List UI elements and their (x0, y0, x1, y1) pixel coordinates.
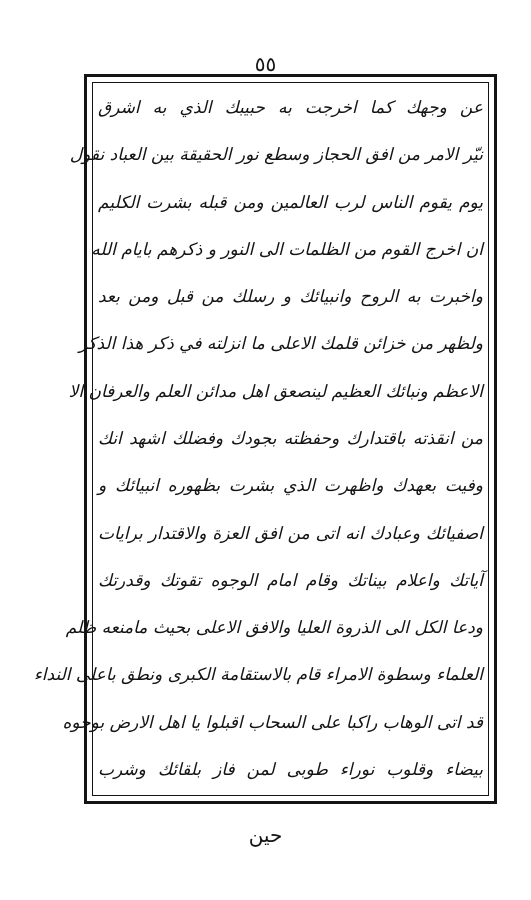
text-line: ودعا الكل الى الذروة العليا والافق الاعلى بحيث مامنعه ظلم (65, 618, 483, 639)
text-line: ولظهر من خزائن قلمك الاعلى ما انزلته في ذكر هذا الذكر (79, 334, 483, 355)
catchword: حين (248, 823, 283, 847)
text-line: اصفيائك وعبادك انه اتى من افق العزة والاقتدار برايات (98, 523, 483, 544)
text-line: بيضاء وقلوب نوراء طوبى لمن فاز بلقائك وشرب (98, 759, 483, 780)
text-line: وفيت بعهدك واظهرت الذي بشرت بظهوره انبيائك و (98, 476, 483, 497)
text-line: العلماء وسطوة الامراء قام بالاستقامة الكبرى ونطق باعلى النداء (33, 665, 483, 686)
manuscript-text-block (33, 94, 483, 784)
page-number: ٥٥ (254, 52, 277, 76)
text-line: عن وجهك كما اخرجت به حبيبك الذي به اشرق (98, 98, 483, 118)
text-line: آياتك واعلام بيناتك وقام امام الوجوه تقوتك وقدرتك (98, 570, 483, 591)
text-line: يوم يقوم الناس لرب العالمين ومن قبله بشرت الكليم (98, 192, 483, 213)
text-line: ان اخرج القوم من الظلمات الى النور و ذكرهم بايام الله (91, 239, 483, 260)
text-line: نيّر الامر من افق الحجاز وسطع نور الحقيقة بين العباد نقول (69, 145, 483, 166)
text-line: واخبرت به الروح وانبيائك و رسلك من قبل ومن بعد (98, 287, 483, 308)
text-line: الاعظم ونبائك العظيم لينصعق اهل مدائن العلم والعرفان الا (68, 381, 483, 402)
text-line: قد اتى الوهاب راكبا على السحاب اقبلوا يا اهل الارض بوجوه (62, 712, 483, 733)
text-line: من انقذته باقتدارك وحفظته بجودك وفضلك اشهد انك (98, 428, 483, 449)
